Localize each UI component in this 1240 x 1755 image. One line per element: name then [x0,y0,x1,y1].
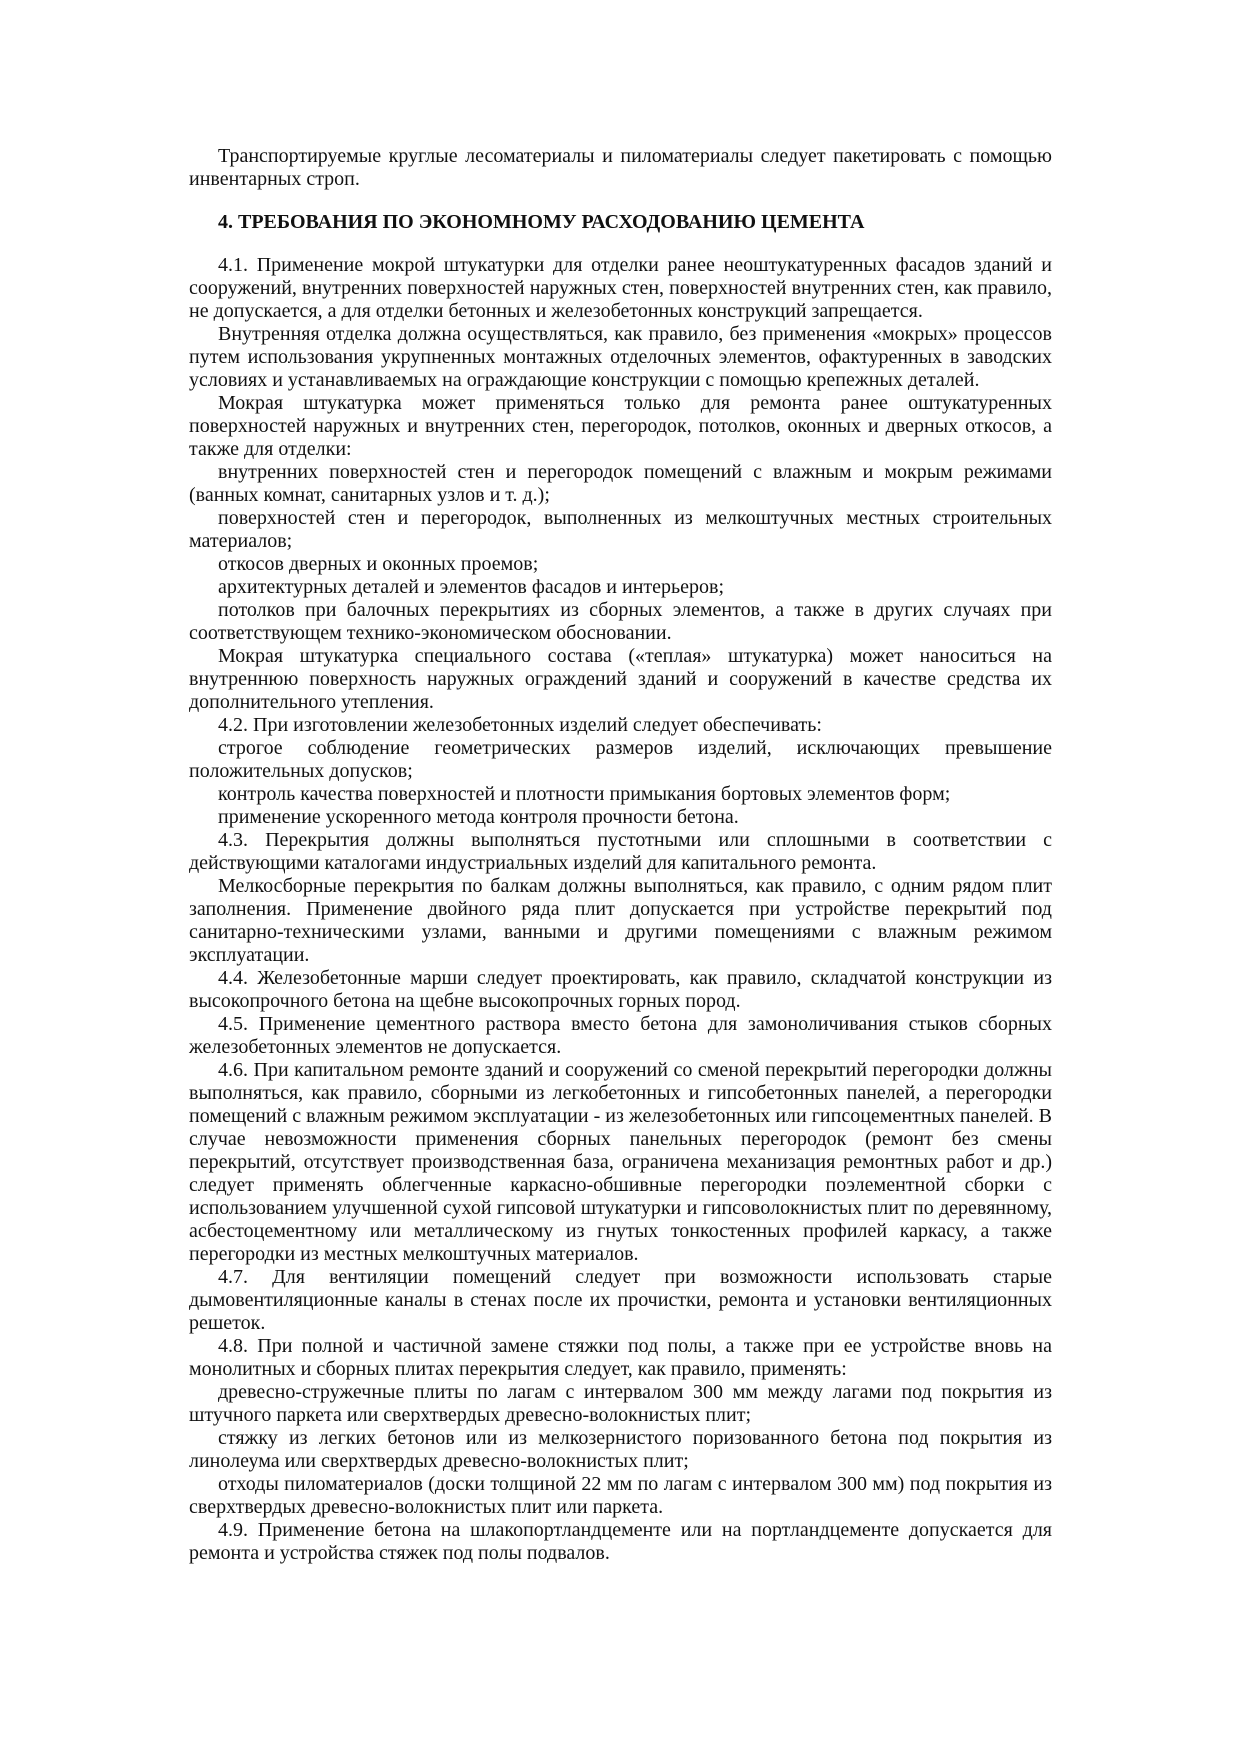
paragraph-small-slabs: Мелкосборные перекрытия по балкам должны выполняться, как правило, с одним рядом плит заполнения. Применение двойного ряда плит допускается при устройстве перекрытий под санитарно-техническими узлами, ванными и другими помещениями с влажным режимом эксплуатации. [189,875,1052,966]
list-item-inner-surfaces: внутренних поверхностей стен и перегородок помещений с влажным и мокрым режимами (ванных комнат, санитарных узлов и т. д.); [189,461,1052,506]
paragraph-warm-plaster: Мокрая штукатурка специального состава («теплая» штукатурка) может наноситься на внутреннюю поверхность наружных ограждений зданий и сооружений в качестве средства их дополнительного утепления. [189,645,1052,713]
list-item-slopes: откосов дверных и оконных проемов; [218,553,539,575]
paragraph-4-5: 4.5. Применение цементного раствора вместо бетона для замоноличивания стыков сборных железобетонных элементов не допускается. [189,1013,1052,1058]
list-item-small-piece-walls: поверхностей стен и перегородок, выполненных из мелкоштучных местных строительных материалов; [189,507,1052,552]
paragraph-4-4: 4.4. Железобетонные марши следует проектировать, как правило, складчатой конструкции из высокопрочного бетона на щебне высокопрочных горных пород. [189,967,1052,1012]
paragraph-4-7: 4.7. Для вентиляции помещений следует при возможности использовать старые дымовентиляционные каналы в стенах после их прочистки, ремонта и установки вентиляционных решеток. [189,1266,1052,1334]
section-heading: 4. ТРЕБОВАНИЯ ПО ЭКОНОМНОМУ РАСХОДОВАНИЮ ЦЕМЕНТА [218,211,865,233]
paragraph-wet-plaster-use: Мокрая штукатурка может применяться только для ремонта ранее оштукатуренных поверхностей наружных и внутренних стен, перегородок, потолков, оконных и дверных откосов, а также для отделки: [189,392,1052,460]
section-body [189,254,1052,1565]
list-item-strength-control: применение ускоренного метода контроля прочности бетона. [218,806,739,828]
list-item-chipboard: древесно-стружечные плиты по лагам с интервалом 300 мм между лагами под покрытия из штучного паркета или сверхтвердых древесно-волокнистых плит; [189,1381,1052,1426]
paragraph-interior-finish: Внутренняя отделка должна осуществляться, как правило, без применения «мокрых» процессов путем использования укрупненных монтажных отделочных элементов, офактуренных в заводских условиях и устанавливаемых на ограждающие конструкции с помощью крепежных деталей. [189,323,1052,391]
list-item-quality-control: контроль качества поверхностей и плотности примыкания бортовых элементов форм; [218,783,951,805]
list-item-lumber-waste: отходы пиломатериалов (доски толщиной 22 мм по лагам с интервалом 300 мм) под покрытия из сверхтвердых древесно-волокнистых плит или паркета. [189,1473,1052,1518]
list-item-dimensions: строгое соблюдение геометрических размеров изделий, исключающих превышение положительных допусков; [189,737,1052,782]
paragraph-4-3: 4.3. Перекрытия должны выполняться пустотными или сплошными в соответствии с действующими каталогами индустриальных изделий для капитального ремонта. [189,829,1052,874]
list-item-light-concrete: стяжку из легких бетонов или из мелкозернистого поризованного бетона под покрытия из линолеума или сверхтвердых древесно-волокнистых плит; [189,1427,1052,1472]
paragraph-4-2: 4.2. При изготовлении железобетонных изделий следует обеспечивать: [218,714,822,736]
paragraph-4-1: 4.1. Применение мокрой штукатурки для отделки ранее неоштукатуренных фасадов зданий и сооружений, внутренних поверхностей наружных стен, поверхностей внутренних стен, как правило, не допускается, а для отделки бетонных и железобетонных конструкций запрещается. [189,254,1052,322]
paragraph-4-9: 4.9. Применение бетона на шлакопортландцементе или на портландцементе допускается для ремонта и устройства стяжек под полы подвалов. [189,1519,1052,1564]
list-item-ceilings: потолков при балочных перекрытиях из сборных элементов, а также в других случаях при соответствующем технико-экономическом обосновании. [189,599,1052,644]
document-body [189,145,1052,1565]
paragraph-4-8: 4.8. При полной и частичной замене стяжки под полы, а также при ее устройстве вновь на монолитных и сборных плитах перекрытия следует, как правило, применять: [189,1335,1052,1380]
paragraph-4-6: 4.6. При капитальном ремонте зданий и сооружений со сменой перекрытий перегородки должны выполняться, как правило, сборными из легкобетонных и гипсобетонных панелей, а перегородки помещений с влажным режимом эксплуатации - из железобетонных или гипсоцементных панелей. В случае невозможности применения сборных панельных перегородок (ремонт без смены перекрытий, отсутствует производственная база, ограничена механизация ремонтных работ и др.) следует применять облегченные каркасно-обшивные перегородки поэлементной сборки с использованием улучшенной сухой гипсовой штукатурки и гипсоволокнистых плит по деревянному, асбестоцементному или металлическому из гнутых тонкостенных профилей каркасу, а также перегородки из местных мелкоштучных материалов. [189,1059,1052,1265]
intro-paragraph: Транспортируемые круглые лесоматериалы и пиломатериалы следует пакетировать с помощью инвентарных строп. [189,145,1052,190]
list-item-architectural-details: архитектурных деталей и элементов фасадов и интерьеров; [218,576,725,598]
